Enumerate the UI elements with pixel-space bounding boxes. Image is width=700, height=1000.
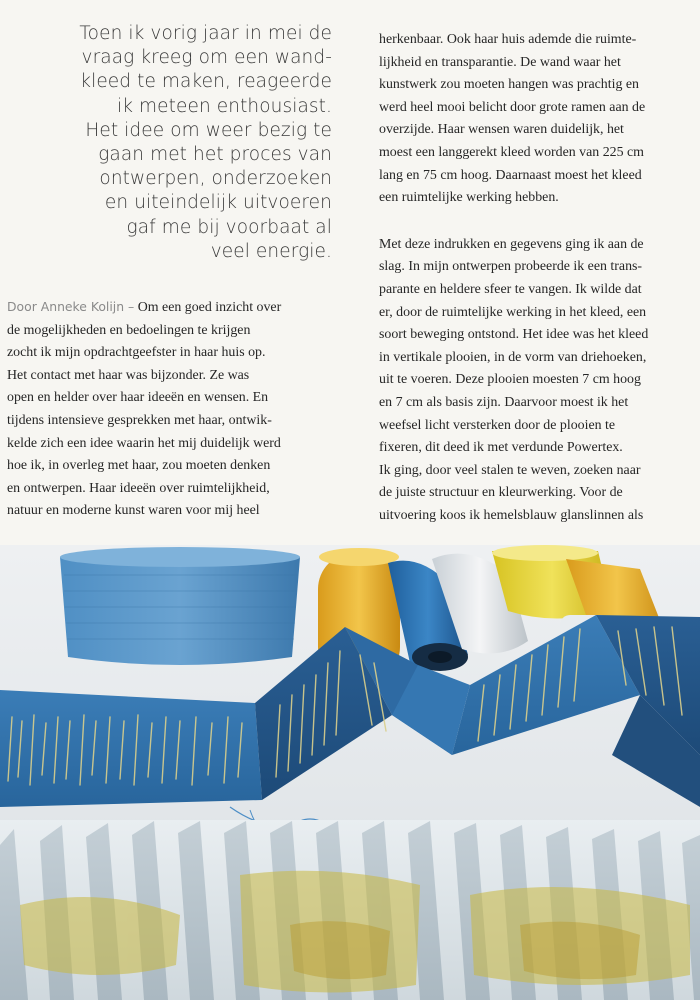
blue-yarn-cone [60, 547, 300, 665]
article-line: de mogelijkheden en bedoelingen te krijgen [7, 322, 251, 338]
article-line: soort beweging ontstond. Het idee was het kleed [379, 327, 649, 343]
article-line: Het contact met haar was bijzonder. Ze was [7, 367, 250, 383]
article-line: zocht ik mijn opdrachtgeefster in haar huis op. [7, 345, 266, 361]
article-line: en ontwerpen. Haar ideeën over ruimtelijkheid, [7, 480, 270, 496]
article-line: herkenbaar. Ook haar huis ademde die ruimte- [379, 32, 637, 47]
quote-line: veel energie. [210, 240, 332, 262]
quote-line: Toen ik vorig jaar in mei de [79, 23, 332, 44]
quote-line: gaan met het proces van [98, 144, 332, 166]
article-line: moest een langgerekt kleed worden van 225 cm [379, 144, 644, 160]
article-line: overzijde. Haar wensen waren duidelijk, het [379, 122, 624, 138]
left-article-column [7, 296, 329, 523]
article-line: een ruimtelijke werking hebben. [379, 190, 559, 206]
article-line: uit te voeren. Deze plooien moesten 7 cm hoog [379, 372, 641, 388]
article-line: tijdens intensieve gesprekken met haar, ontwik- [7, 412, 272, 428]
article-line: weefsel licht versterken door de plooien te [379, 417, 616, 433]
textile-photo-illustration [0, 545, 700, 1000]
article-line: hoe ik, in overleg met haar, zou moeten denken [7, 458, 271, 474]
article-line: de juiste structuur en kleurwerking. Voor de [379, 485, 623, 501]
quote-line: ontwerpen, onderzoeken [99, 168, 332, 190]
article-line: uitvoering koos ik hemelsblauw glanslinnen als [379, 507, 644, 523]
right-article-column [379, 29, 695, 527]
article-line: er, door de ruimtelijke werking in het kleed, een [379, 304, 647, 320]
article-text: Om een goed inzicht over [134, 300, 282, 315]
quote-line: Het idee om weer bezig te [85, 119, 332, 141]
textile-photo [0, 545, 700, 1000]
article-line: slag. In mijn ontwerpen probeerde ik een trans- [379, 259, 643, 275]
article-line: kunstwerk zou moeten hangen was prachtig en [379, 77, 639, 93]
pleated-paper-model [0, 820, 700, 1000]
paragraph-gap [379, 210, 695, 234]
author-byline: Door Anneke Kolijn – [7, 299, 135, 314]
quote-line: gaf me bij voorbaat al [126, 216, 332, 238]
article-first-line [7, 296, 329, 320]
article-line: Ik ging, door veel stalen te weven, zoeken naar [379, 462, 641, 478]
article-line: en 7 cm als basis zijn. Daarvoor moest ik het [379, 394, 629, 410]
article-line: Met deze indrukken en gegevens ging ik aan de [379, 236, 644, 252]
article-line: natuur en moderne kunst waren voor mij heel [7, 503, 260, 519]
article-line: lijkheid en transparantie. De wand waar het [379, 54, 621, 70]
quote-line: kleed te maken, reageerde [80, 71, 332, 93]
quote-line: vraag kreeg om een wand- [81, 47, 332, 69]
article-line: werd heel mooi belicht door grote ramen aan de [379, 99, 646, 115]
article-line: fixeren, dit deed ik met verdunde Powertex. [379, 440, 623, 456]
quote-line: ik meteen enthousiast. [117, 95, 332, 117]
article-line: in vertikale plooien, in de vorm van driehoeken, [379, 349, 647, 365]
article-line: open en helder over haar ideeën en wensen. En [7, 390, 269, 406]
pull-quote [60, 22, 332, 264]
article-line: kelde zich een idee waarin het mij duidelijk werd [7, 435, 281, 451]
article-line: lang en 75 cm hoog. Daarnaast moest het kleed [379, 167, 642, 183]
article-line: parante en heldere sfeer te vangen. Ik wilde dat [379, 281, 642, 297]
quote-line: en uiteindelijk uitvoeren [104, 192, 332, 214]
